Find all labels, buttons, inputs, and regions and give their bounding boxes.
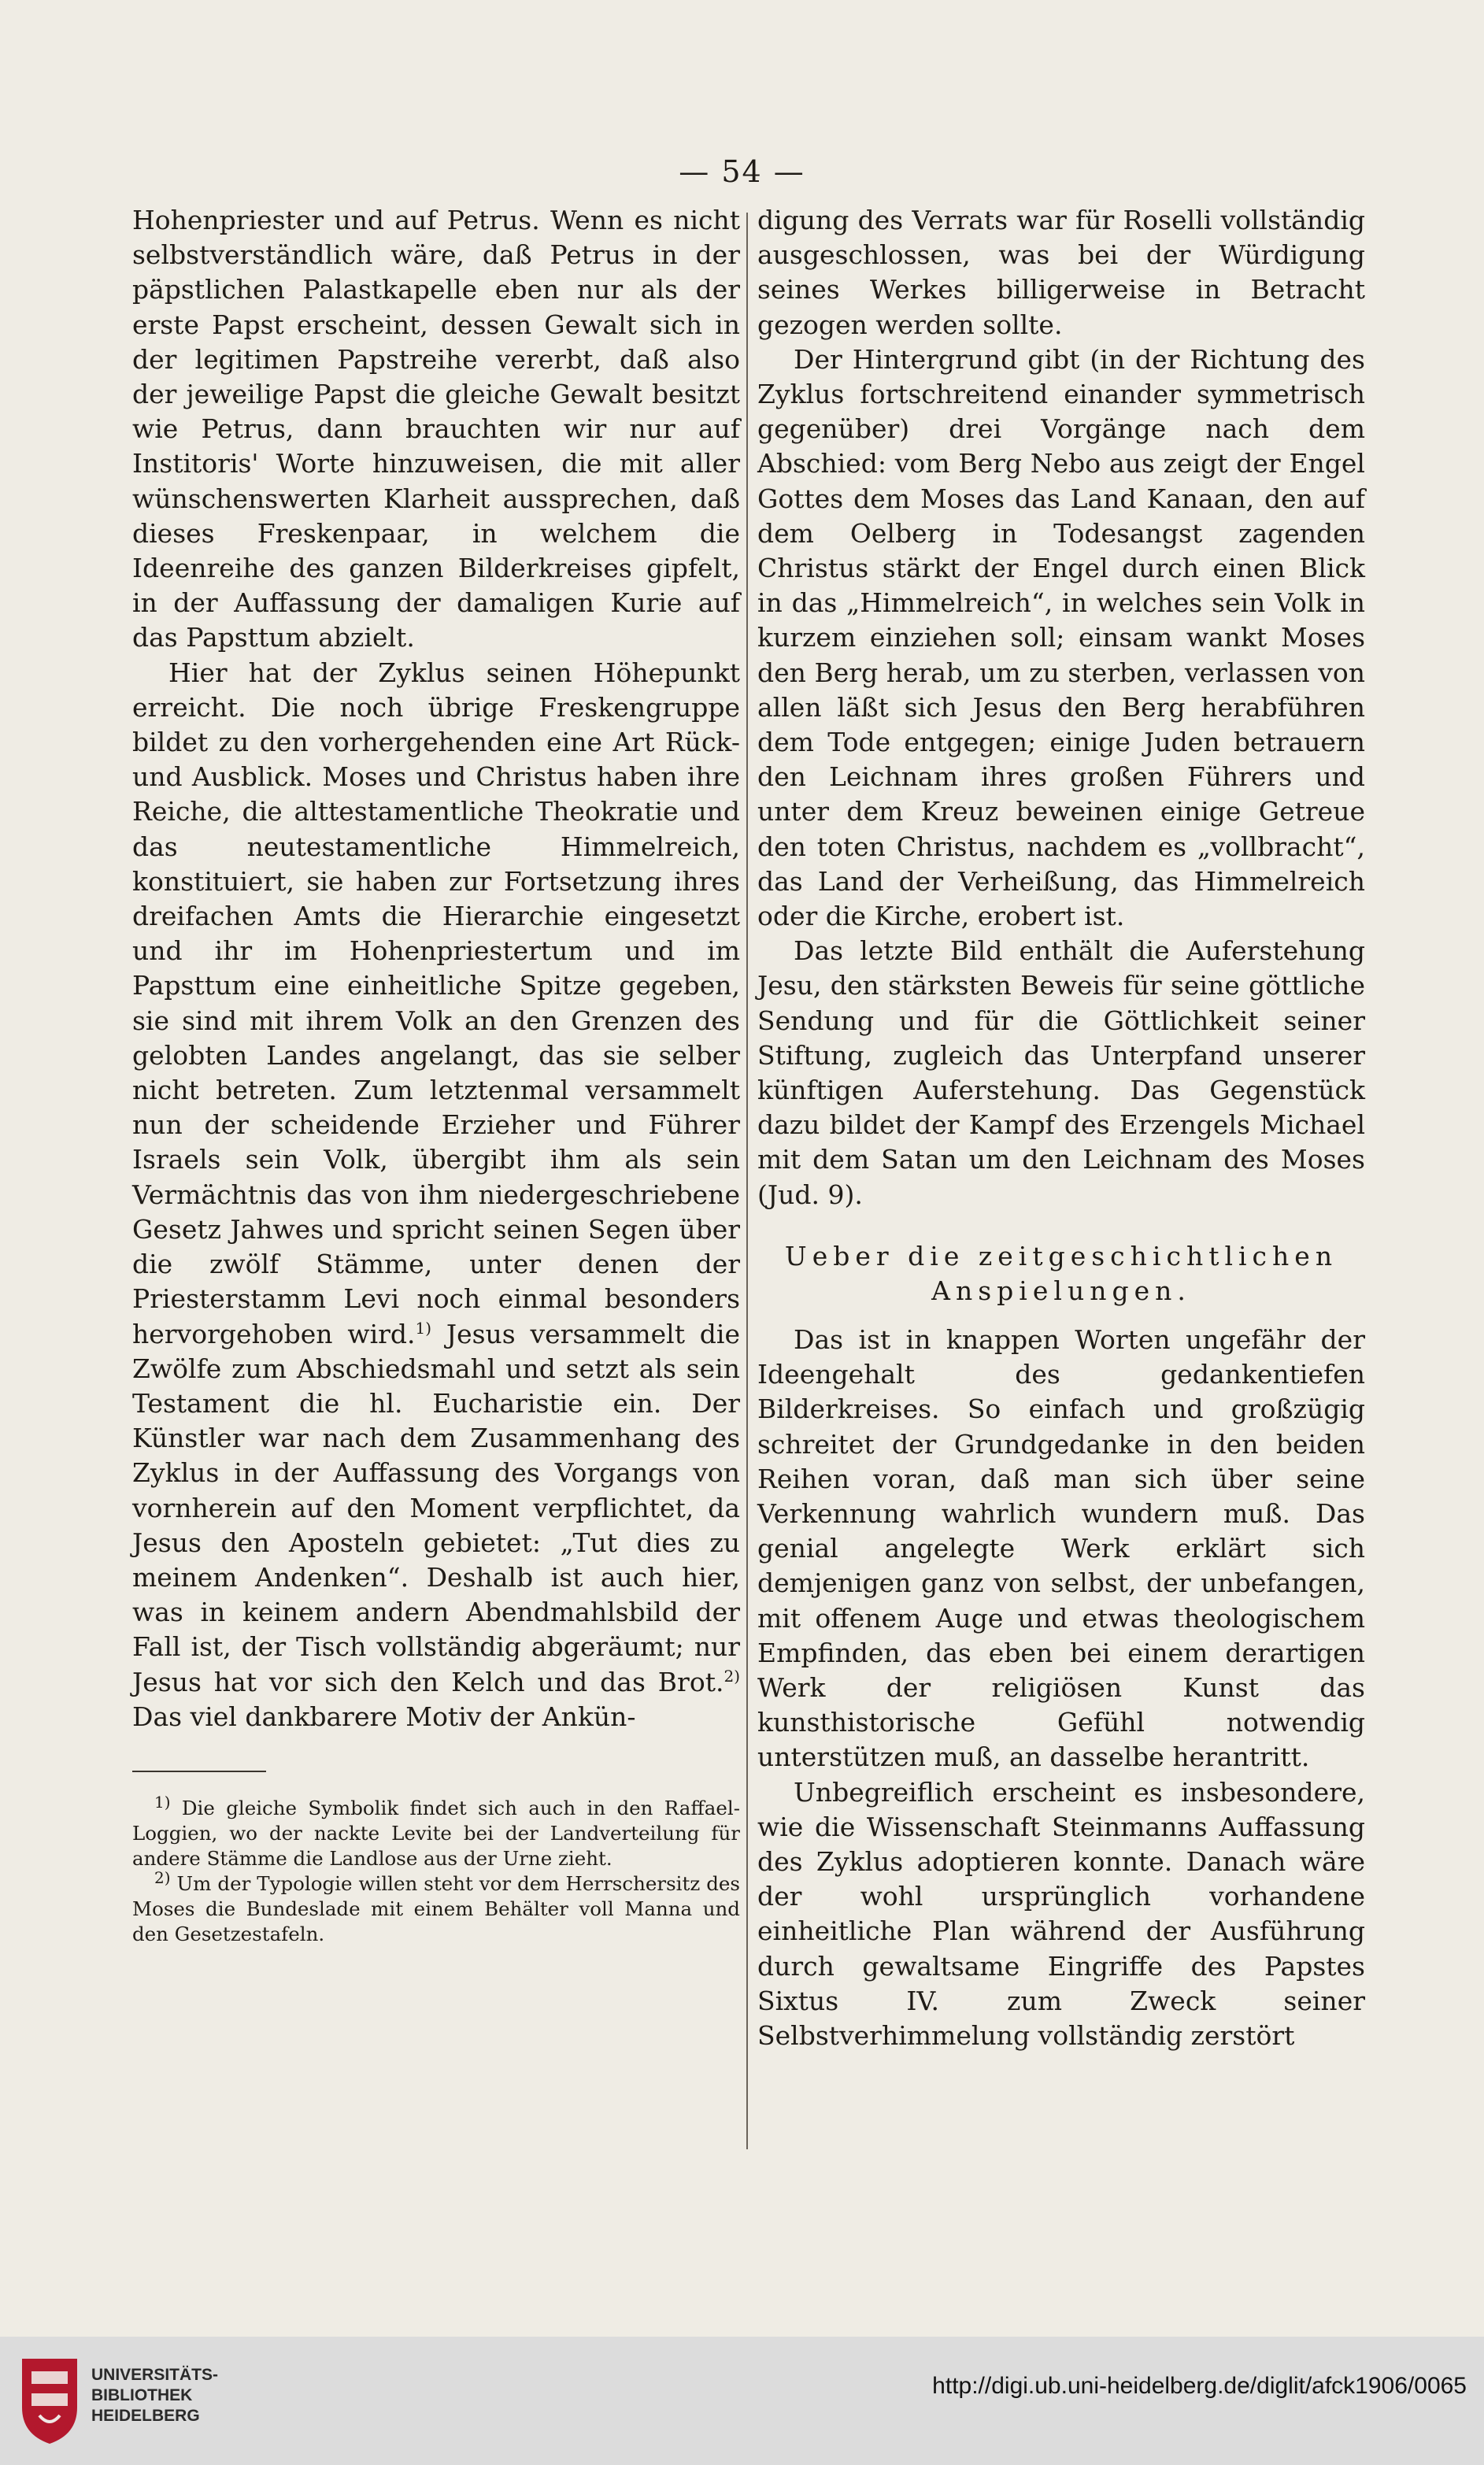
source-url-link[interactable]: http://digi.ub.uni-heidelberg.de/diglit/afck1906/0065 [932, 2373, 1467, 2399]
footnote-marker: 1) [154, 1792, 171, 1812]
library-name-line: UNIVERSITÄTS- [91, 2366, 219, 2384]
footnote-text: Um der Typologie willen steht vor dem Herrschersitz des Moses die Bundeslade mit einem Behälter voll Manna und den Gesetzestafeln. [132, 1871, 740, 1945]
section-heading: Ueber die zeitgeschichtlichen Anspielungen. [784, 1240, 1338, 1306]
footnote-reference[interactable]: 1) [415, 1318, 432, 1338]
body-paragraph: Das letzte Bild enthält die Auferstehung Jesu, den stärksten Beweis für seine göttliche Sendung und für die Göttlichkeit seiner Stiftung, zugleich das Unterpfand unserer künftigen Auferstehung. Das Gegenstück dazu bildet der Kampf des Erzengels Michael mit dem Satan um den Leichnam des Moses (Jud. 9). [757, 935, 1365, 1210]
library-logo-icon [16, 2352, 83, 2447]
footer-bar [0, 2337, 1484, 2465]
library-name [91, 2365, 218, 2426]
footnote-marker: 2) [154, 1867, 171, 1887]
right-column [757, 203, 1365, 2053]
paragraph-text: Hier hat der Zyklus seinen Höhepunkt erreicht. Die noch übrige Freskengruppe bildet zu den vorhergehenden eine Art Rück- und Ausblick. Moses und Christus haben ihre Reiche, die alttestamentliche Theokratie und das neutestamentliche Himmelreich, konstituiert, sie haben zur Fortsetzung ihres dreifachen Amts die Hierarchie eingesetzt und ihr im Hohenpriestertum und im Papsttum eine einheitliche Spitze gegeben, sie sind mit ihrem Volk an den Grenzen des gelobten Landes angelangt, das sie selber nicht betreten. Zum letztenmal versammelt nun der scheidende Erzieher und Führer Israels sein Volk, übergibt ihm als sein Vermächtnis das von ihm niedergeschriebene Gesetz Jahwes und spricht seinen Segen über die zwölf Stämme, unter denen der Priesterstamm Levi noch einmal besonders hervorgehoben wird. [132, 657, 740, 1349]
library-name-line: BIBLIOTHEK [91, 2386, 193, 2404]
paragraph-text: Das viel dankbarere Motiv der Ankün- [132, 1701, 636, 1732]
library-name-line: HEIDELBERG [91, 2407, 200, 2425]
body-paragraph: digung des Verrats war für Roselli vollständig ausgeschlossen, was bei der Würdigung seines Werkes billigerweise in Betracht gezogen werden sollte. [757, 205, 1365, 340]
page-number: — 54 — [679, 154, 805, 189]
body-paragraph: Das ist in knappen Worten ungefähr der Ideengehalt des gedankentiefen Bilderkreises. So einfach und großzügig schreitet der Grundgedanke in den beiden Reihen voran, daß man sich über seine Verkennung wahrlich wundern muß. Das genial angelegte Werk erklärt sich demjenigen ganz von selbst, der unbefangen, mit offenem Auge und etwas theologischem Empfinden, das eben bei einem derartigen Werk der religiösen Kunst das kunsthistorische Gefühl notwendig unterstützen muß, an dasselbe herantritt. [757, 1323, 1365, 1773]
footnote-text: Die gleiche Symbolik findet sich auch in den Raffael-Loggien, wo der nackte Levite bei der Landverteilung für andere Stämme die Landlose aus der Urne zieht. [132, 1796, 740, 1870]
body-paragraph: Hohenpriester und auf Petrus. Wenn es nicht selbstverständlich wäre, daß Petrus in der päpstlichen Palastkapelle eben nur als der erste Papst erscheint, dessen Gewalt sich in der legitimen Papstreihe vererbt, daß also der jeweilige Papst die gleiche Gewalt besitzt wie Petrus, dann brauchten wir nur auf Institoris' Worte hinzuweisen, die mit aller wünschenswerten Klarheit aussprechen, daß dieses Freskenpaar, in welchem die Ideenreihe des ganzen Bilderkreises gipfelt, in der Auffassung der damaligen Kurie auf das Papsttum abzielt. [132, 205, 740, 653]
footnote-divider [132, 1771, 266, 1772]
footnote [132, 1792, 740, 1871]
body-paragraph: Der Hintergrund gibt (in der Richtung des Zyklus fortschreitend einander symmetrisch gegenüber) drei Vorgänge nach dem Abschied: vom Berg Nebo aus zeigt der Engel Gottes dem Moses das Land Kanaan, den auf dem Oelberg in Todesangst zagenden Christus stärkt der Engel durch einen Blick in das „Himmelreich“, in welches sein Volk in kurzem einziehen soll; einsam wankt Moses den Berg herab, um zu sterben, verlassen von allen läßt sich Jesus den Berg herabführen dem Tode entgegen; einige Juden betrauern den Leichnam ihres großen Führers und unter dem Kreuz beweinen einige Getreue den toten Christus, nachdem es „vollbracht“, das Land der Verheißung, das Himmelreich oder die Kirche, erobert ist. [757, 343, 1365, 932]
paragraph-text: Jesus versammelt die Zwölfe zum Abschiedsmahl und setzt als sein Testament die hl. Eucharistie ein. Der Künstler war nach dem Zusammenhang des Zyklus in der Auffassung des Vorgangs von vornherein auf den Moment verpflichtet, da Jesus den Aposteln gebietet: „Tut dies zu meinem Andenken“. Deshalb ist auch hier, was in keinem andern Abendmahlsbild der Fall ist, der Tisch vollständig abgeräumt; nur Jesus hat vor sich den Kelch und das Brot. [132, 1318, 740, 1697]
left-column [132, 203, 740, 1947]
body-paragraph: Unbegreiflich erscheint es insbesondere, wie die Wissenschaft Steinmanns Auffassung des Zyklus adoptieren konnte. Danach wäre der wohl ursprünglich vorhandene einheitliche Plan während der Ausführung durch gewaltsame Eingriffe des Papstes Sixtus IV. zum Zweck seiner Selbstverhimmelung vollständig zerstört [757, 1776, 1365, 2051]
footnote [132, 1867, 740, 1947]
footnote-reference[interactable]: 2) [723, 1666, 740, 1686]
body-paragraph [132, 656, 740, 1734]
column-divider [746, 213, 748, 2149]
